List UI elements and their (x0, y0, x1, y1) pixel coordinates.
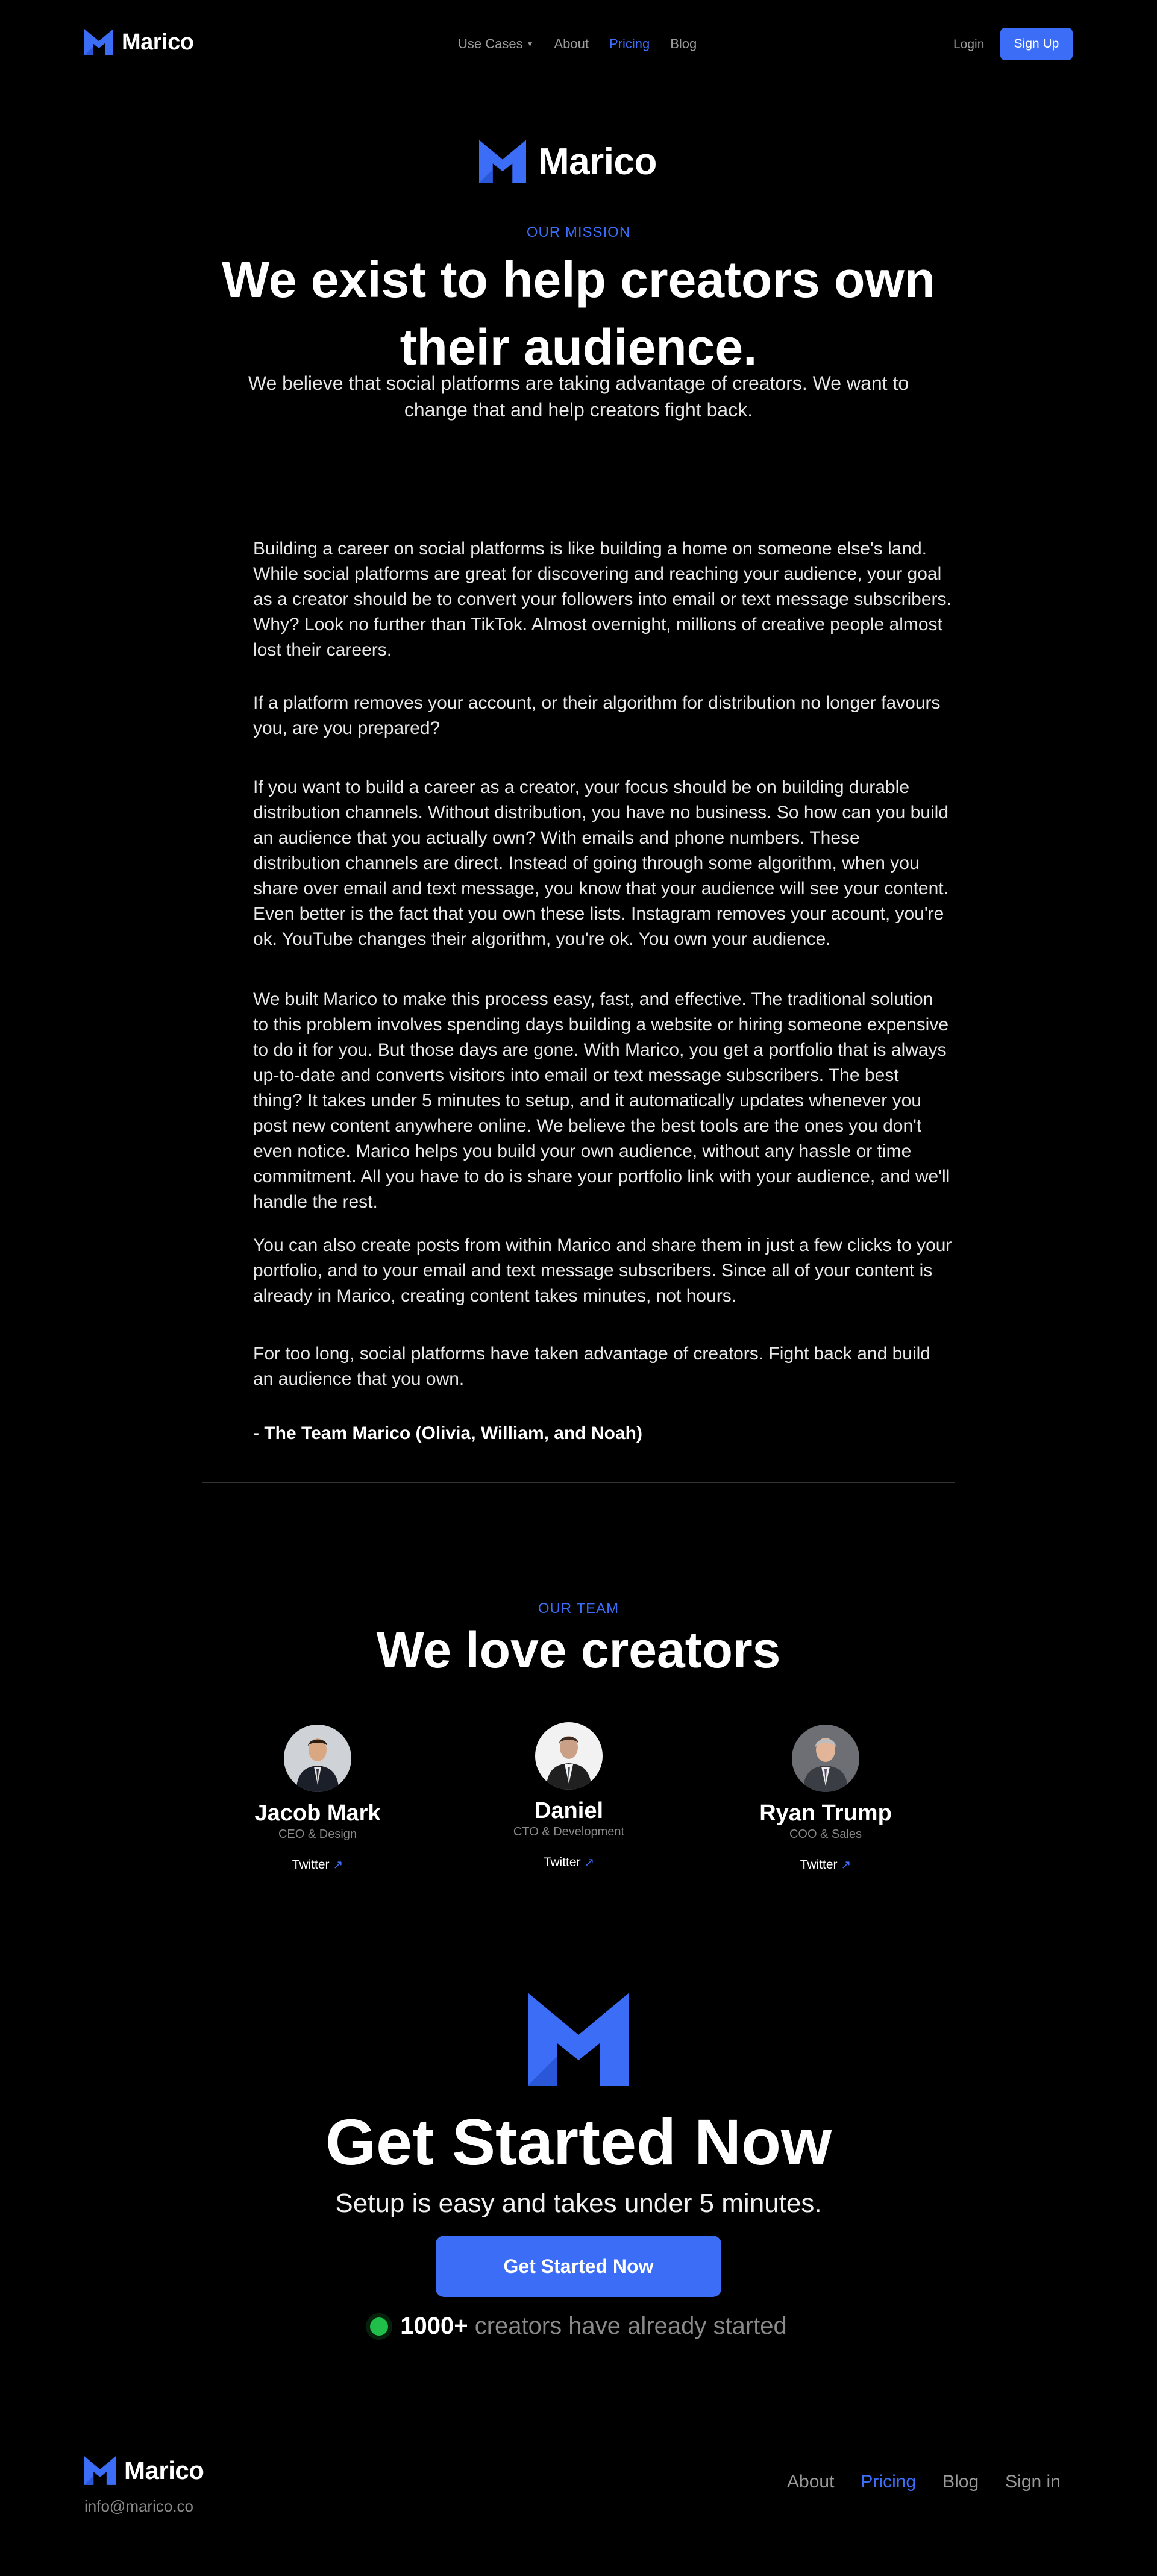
creator-count-text: creators have already started (474, 2313, 787, 2339)
avatar (284, 1725, 351, 1792)
footer-link-about[interactable]: About (787, 2472, 835, 2492)
member-name: Daniel (534, 1798, 604, 1823)
marico-logo-icon (84, 29, 113, 55)
chevron-down-icon: ▼ (526, 40, 534, 48)
member-name: Ryan Trump (759, 1800, 892, 1826)
hero-brand-name: Marico (538, 140, 657, 183)
twitter-link-label: Twitter (800, 1857, 838, 1872)
footer-email-link[interactable]: info@marico.co (84, 2497, 194, 2515)
section-divider (202, 1482, 955, 1483)
twitter-link-label: Twitter (292, 1857, 330, 1872)
external-arrow-icon: ↗ (841, 1858, 851, 1872)
status-dot-icon (370, 2317, 388, 2336)
external-arrow-icon: ↗ (333, 1858, 343, 1872)
twitter-link-label: Twitter (543, 1855, 581, 1869)
footer-brand-name: Marico (124, 2456, 204, 2484)
cta-subtitle: Setup is easy and takes under 5 minutes. (335, 2189, 822, 2218)
hero-title: We exist to help creators own their audience. (221, 251, 936, 375)
team-member-card (227, 1725, 408, 1872)
nav-brand[interactable] (84, 29, 193, 55)
article-paragraph: If a platform removes your account, or their algorithm for distribution no longer favours you, are you prepared? (253, 693, 941, 738)
member-role: CTO & Development (513, 1825, 625, 1838)
signup-button[interactable]: Sign Up (1000, 28, 1073, 60)
marico-logo-icon (528, 1992, 629, 2086)
cta-title: Get Started Now (325, 2105, 832, 2178)
cta-logo (528, 1992, 629, 2086)
article-paragraph: You can also create posts from within Marico and share them in just a few clicks to your portfolio, and to your email and text message subscribers. Since all of your content is already in Marico, creating content takes minutes, not hours. (253, 1235, 952, 1306)
mission-eyebrow: OUR MISSION (526, 224, 631, 240)
member-role: CEO & Design (278, 1828, 357, 1841)
get-started-button[interactable]: Get Started Now (436, 2236, 721, 2297)
top-nav (0, 0, 1157, 90)
hero-brand (479, 140, 657, 183)
avatar (792, 1725, 859, 1792)
article-paragraph: Building a career on social platforms is like building a home on someone else's land. While social platforms are great for discovering and reaching your audience, your goal as a creator should be to convert your followers into email or text message subscribers. Why? Look no further than TikTok. Almost overnight, millions of creative people almost lost their careers. (253, 539, 952, 660)
footer-link-blog[interactable]: Blog (942, 2472, 979, 2492)
login-link[interactable]: Login (953, 37, 985, 51)
external-arrow-icon: ↗ (584, 1856, 595, 1869)
team-eyebrow: OUR TEAM (538, 1600, 619, 1617)
nav-link-blog[interactable]: Blog (670, 36, 697, 51)
avatar (535, 1722, 603, 1790)
footer-link-pricing[interactable]: Pricing (861, 2472, 917, 2492)
marico-logo-icon (84, 2456, 116, 2485)
hero-subtitle: We believe that social platforms are taking advantage of creators. We want to change that and help creators fight back. (248, 372, 909, 421)
member-role: COO & Sales (789, 1828, 862, 1841)
footer-brand[interactable] (84, 2456, 204, 2485)
footer-link-sign-in[interactable]: Sign in (1005, 2472, 1061, 2492)
team-member-card (478, 1722, 659, 1870)
creators-count (0, 2313, 1157, 2340)
brand-name: Marico (122, 29, 194, 55)
nav-link-about[interactable]: About (554, 36, 589, 51)
nav-links (458, 36, 697, 52)
member-twitter-link[interactable] (544, 1855, 595, 1870)
creator-count-number: 1000+ (400, 2313, 468, 2339)
article-paragraph: For too long, social platforms have taken advantage of creators. Fight back and build an audience that you own. (253, 1344, 930, 1389)
footer-links (787, 2472, 1061, 2492)
member-twitter-link[interactable] (800, 1857, 851, 1872)
nav-link-use-cases[interactable] (458, 36, 533, 52)
article-paragraph: If you want to build a career as a creator, your focus should be on building durable distribution channels. Without distribution, you have no business. So how can you build an audience that you actually own? With emails and phone numbers. These distribution channels are direct. Instead of going through some algorithm, when you share over email and text message, you know that your audience will see your content. Even better is the fact that you own these lists. Instagram removes your acount, you're ok. YouTube changes their algorithm, you're ok. You own your audience. (253, 777, 949, 949)
article-paragraph: We built Marico to make this process easy, fast, and effective. The traditional solution to this problem involves spending days building a website or hiring someone expensive to do it for you. But those days are gone. With Marico, you get a portfolio that is always up-to-date and converts visitors into email or text message subscribers. The best thing? It takes under 5 minutes to setup, and it automatically updates whenever you post new content anywhere online. We believe the best tools are the ones you don't even notice. Marico helps you build your own audience, without any hassle or time commitment. All you have to do is share your portfolio link with your audience, and we'll handle the rest. (253, 989, 950, 1212)
member-name: Jacob Mark (254, 1800, 381, 1826)
nav-link-label: Use Cases (458, 36, 523, 51)
marico-logo-icon (479, 140, 526, 183)
article-signature: - The Team Marico (Olivia, William, and Noah) (253, 1423, 642, 1443)
nav-link-pricing[interactable]: Pricing (609, 36, 650, 51)
team-title: We love creators (376, 1622, 781, 1678)
member-twitter-link[interactable] (292, 1857, 343, 1872)
team-member-card (735, 1725, 916, 1872)
